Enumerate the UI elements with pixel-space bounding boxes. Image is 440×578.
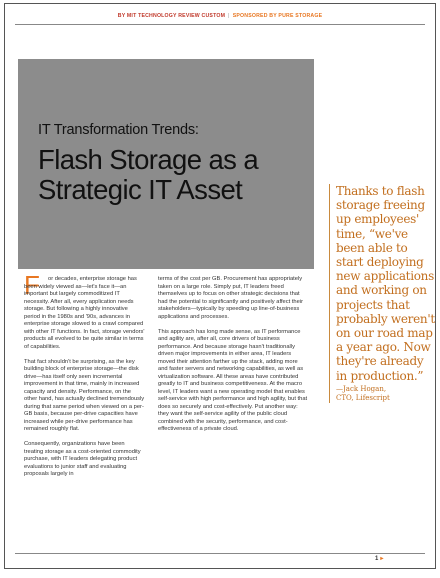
header-publisher: BY MIT TECHNOLOGY REVIEW CUSTOM (117, 13, 226, 19)
hero-kicker: IT Transformation Trends: (38, 122, 199, 138)
pull-quote-text: Thanks to flash storage freeing up employees' time, “we've been able to start deploying new applications and working on projects that probably weren't on our road map a year ago. Now they're already in production.” (336, 184, 435, 383)
page-header (5, 13, 435, 19)
document-page (4, 3, 436, 569)
footer-rule (15, 553, 425, 554)
paragraph: terms of the cost per GB. Procurement has appropriately taken on a large role. Simply put, IT leaders freed themselves up to focus on other strategic decisions that had the potential to significantly and positively affect their stakeholders—typically by speeding up line-of-business applications and processes. (158, 276, 304, 320)
next-page-arrow-icon[interactable]: ▸ (380, 556, 384, 562)
hero-title: Flash Storage as a Strategic IT Asset (38, 144, 259, 205)
header-separator: | (228, 13, 230, 19)
header-sponsor: SPONSORED BY PURE STORAGE (232, 13, 323, 19)
pull-quote (329, 184, 436, 403)
paragraph: This approach has long made sense, as IT performance and agility are, after all, core drivers of business performance. And because storage hasn't traditionally driven major improvements in either area, IT leaders moved their attention farther up the stack, adding more and faster servers and networking capabilities, as well as virtualization software. All these areas have contributed greatly to IT and business competitiveness. At the macro level, IT leaders want a new operating model that enables self-service with high performance and high agility, but that does so securely and cost-effectively. Put another way: they want the self-service agility of the public cloud combined with the security, performance, and cost-effectiveness of a private cloud. (158, 328, 308, 432)
page-number (375, 555, 383, 562)
paragraph: That fact shouldn't be surprising, as the key building block of enterprise storage—the disk drive—has itself only seen incremental improvement in that time, mainly in increased capacity and density. Performance, on the other hand, has actually declined tremendously during that same period when viewed on a per-GB basis, because per-drive capacities have increased while per-drive performance has remained roughly flat. (24, 358, 145, 432)
paragraph: or decades, enterprise storage has been widely viewed as—let's face it—an important but largely commoditized IT necessity. After all, every application needs storage. But following a highly innovative period in the 1980s and '90s, advances in enterprise storage slowed to a crawl compared with other IT functions. In fact, storage vendors' products all evolved to be quite similar in terms of capabilities. (24, 276, 145, 350)
hero-banner (18, 59, 314, 269)
attribution-title: CTO, Lifescript (336, 393, 390, 402)
header-rule (15, 24, 425, 25)
attribution-name: —Jack Hogan, (336, 384, 387, 393)
pull-quote-attribution (336, 385, 436, 403)
article-column-2 (158, 276, 308, 441)
page-number-value: 1 (375, 556, 379, 562)
paragraph: Consequently, organizations have been treating storage as a cost-oriented commodity purchase, with IT leaders delegating product evaluations to junior staff and evaluating proposals largely in (24, 441, 141, 477)
article-column-1 (24, 276, 145, 486)
drop-cap: F (24, 270, 40, 300)
